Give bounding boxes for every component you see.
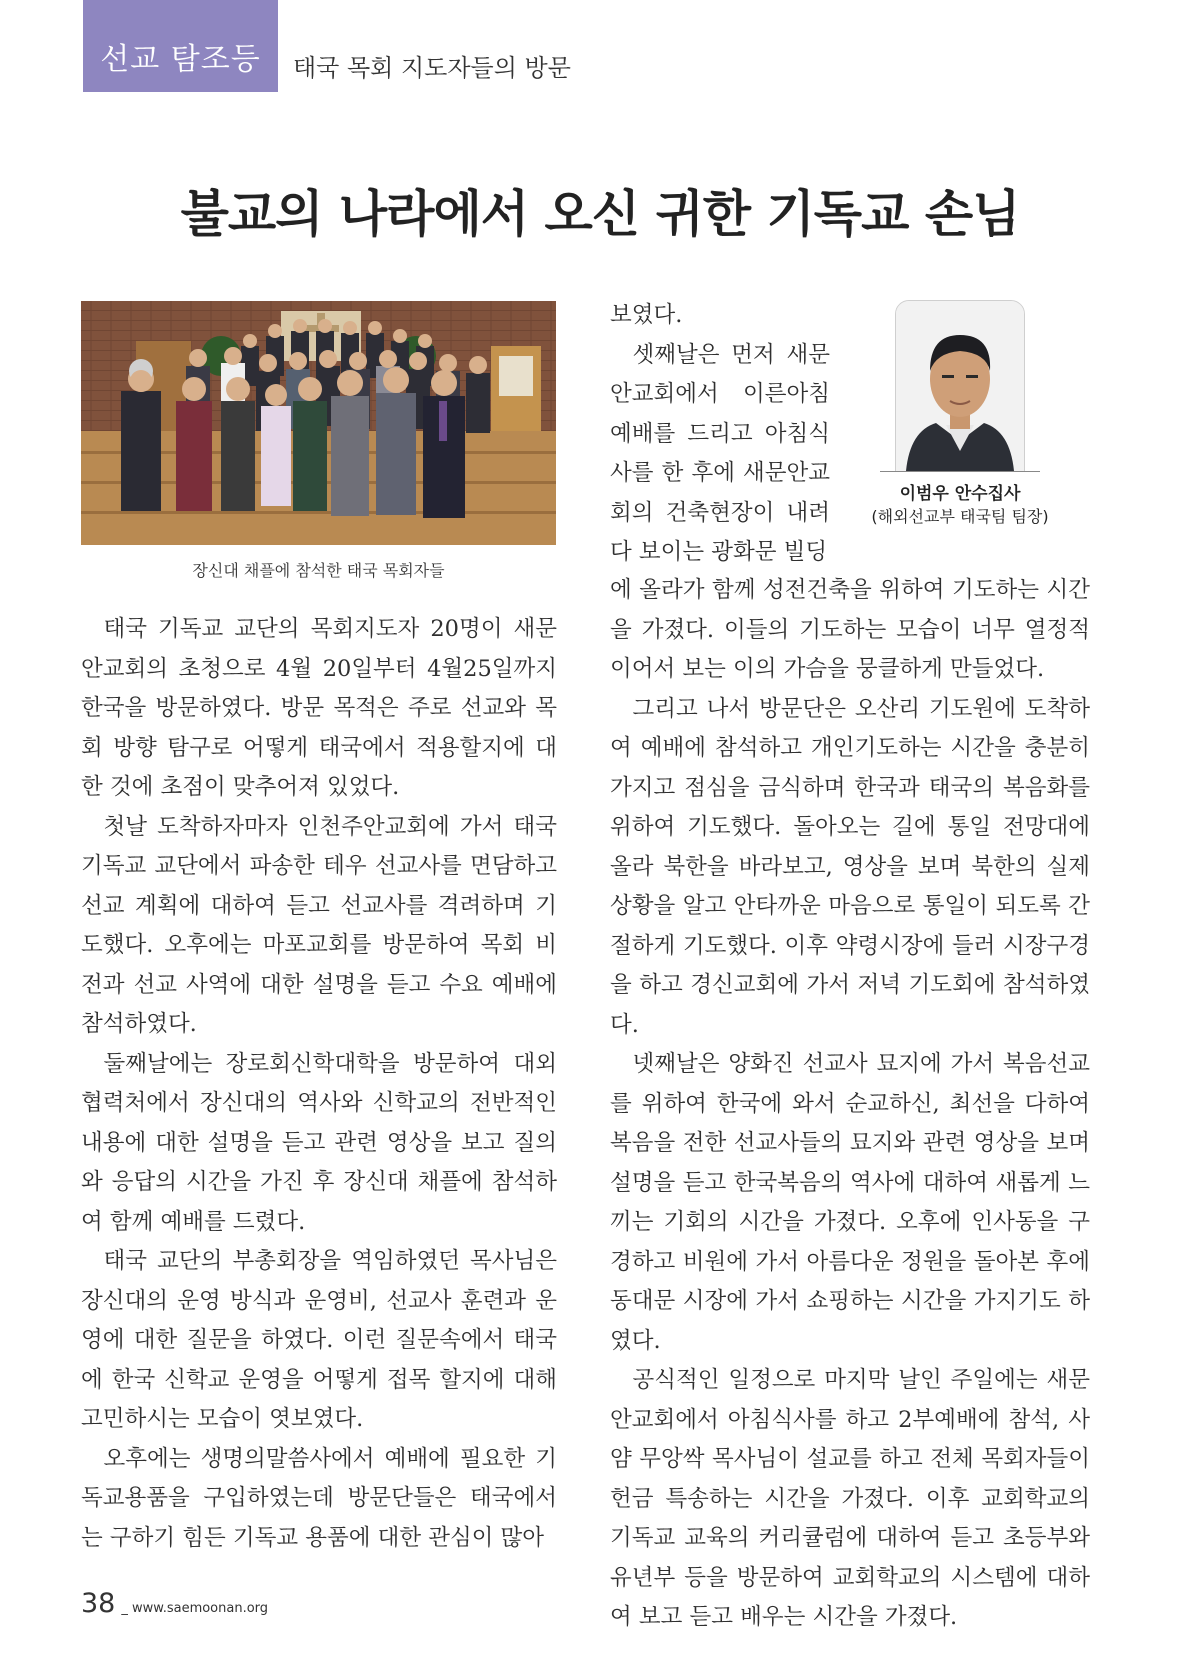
- page-number: 38: [81, 1588, 116, 1619]
- author-role: (해외선교부 태국팀 팀장): [871, 507, 1049, 526]
- paragraph: 그리고 나서 방문단은 오산리 기도원에 도착하여 예배에 참석하고 개인기도하는 시간을 충분히 가지고 점심을 금식하며 한국과 태국의 복음화를 위하여 기도했다. 돌아오는 길에 통일 전망대에 올라 북한을 바라보고, 영상을 보며 북한의 실제 상황을 알고 안타까운 마음으로 통일이 되도록 간절하게 기도했다. 이후 약령시장에 들러 시장구경을 하고 경신교회에 가서 저녁 기도회에 참석하였다.: [610, 695, 1090, 1038]
- group-photo-image: [81, 301, 556, 545]
- page-footer: [81, 1588, 268, 1619]
- paragraph: 첫날 도착하자마자 인천주안교회에 가서 태국 기독교 교단에서 파송한 테우 선교사를 면담하고 선교 계획에 대하여 듣고 선교사를 격려하며 기도했다. 오후에는 마포교회를 방문하여 목회 비전과 선교 사역에 대한 설명을 듣고 수요 예배에 참석하였다.: [81, 813, 557, 1037]
- section-tag: [83, 0, 278, 92]
- author-photo: [896, 301, 1024, 471]
- paragraph: 공식적인 일정으로 마지막 날인 주일에는 새문안교회에서 아침식사를 하고 2부예배에 참석, 사얌 무앙싹 목사님이 설교를 하고 전체 목회자들이 헌금 특송하는 시간을 가졌다. 이후 교회학교의 기독교 교육의 커리큘럼에 대하여 듣고 초등부와 유년부 등을 방문하여 교회학교의 시스템에 대하여 보고 듣고 배우는 시간을 가졌다.: [610, 1367, 1090, 1630]
- paragraph: 보였다.: [610, 302, 683, 328]
- article-title: 불교의 나라에서 오신 귀한 기독교 손님: [180, 185, 1020, 243]
- paragraph: 에 올라가 함께 성전건축을 위하여 기도하는 시간을 가졌다. 이들의 기도하는 모습이 너무 열정적이어서 보는 이의 가슴을 뭉클하게 만들었다.: [610, 577, 1090, 682]
- paragraph: 태국 기독교 교단의 목회지도자 20명이 새문안교회의 초청으로 4월 20일부터 4월25일까지 한국을 방문하였다. 방문 목적은 주로 선교와 목회 방향 탐구로 어떻게 태국에서 적용할지에 대한 것에 초점이 맞추어져 있었다.: [81, 616, 557, 800]
- photo-caption: 장신대 채플에 참석한 태국 목회자들: [192, 561, 445, 580]
- divider: [880, 471, 1040, 472]
- author-name: 이범우 안수집사: [899, 484, 1021, 504]
- paragraph: 오후에는 생명의말씀사에서 예배에 필요한 기독교용품을 구입하였는데 방문단들은 태국에서는 구하기 힘든 기독교 용품에 대한 관심이 많아: [81, 1445, 557, 1551]
- author-portrait: [895, 300, 1025, 472]
- article-body-right-top: [610, 296, 830, 573]
- section-subtitle: 태국 목회 지도자들의 방문: [293, 54, 571, 82]
- article-body-left: [81, 610, 557, 1558]
- website-link[interactable]: _ www.saemoonan.org: [121, 1601, 269, 1616]
- paragraph: 태국 교단의 부총회장을 역임하였던 목사님은 장신대의 운영 방식과 운영비, 선교사 훈련과 운영에 대한 질문을 하였다. 이런 질문속에서 태국에 한국 신학교 운영을 어떻게 접목 할지에 대해 고민하시는 모습이 엿보였다.: [81, 1248, 557, 1432]
- paragraph: 셋째날은 먼저 새문안교회에서 이른아침 예배를 드리고 아침식사를 한 후에 새문안교회의 건축현장이 내려다 보이는 광화문 빌딩: [610, 341, 830, 565]
- article-body-right: [610, 571, 1090, 1638]
- paragraph: 넷째날은 양화진 선교사 묘지에 가서 복음선교를 위하여 한국에 와서 순교하신, 최선을 다하여 복음을 전한 선교사들의 묘지와 관련 영상을 보며 설명을 듣고 한국복음의 역사에 대하여 새롭게 느끼는 기회의 시간을 가졌다. 오후에 인사동을 구경하고 비원에 가서 아름다운 정원을 돌아본 후에 동대문 시장에 가서 쇼핑하는 시간을 가지기도 하였다.: [610, 1051, 1090, 1354]
- group-photo: [81, 301, 556, 545]
- section-tag-label: 선교 탐조등: [100, 42, 261, 77]
- paragraph: 둘째날에는 장로회신학대학을 방문하여 대외협력처에서 장신대의 역사와 신학교의 전반적인 내용에 대한 설명을 듣고 관련 영상을 보고 질의와 응답의 시간을 가진 후 장신대 채플에 참석하여 함께 예배를 드렸다.: [81, 1050, 557, 1235]
